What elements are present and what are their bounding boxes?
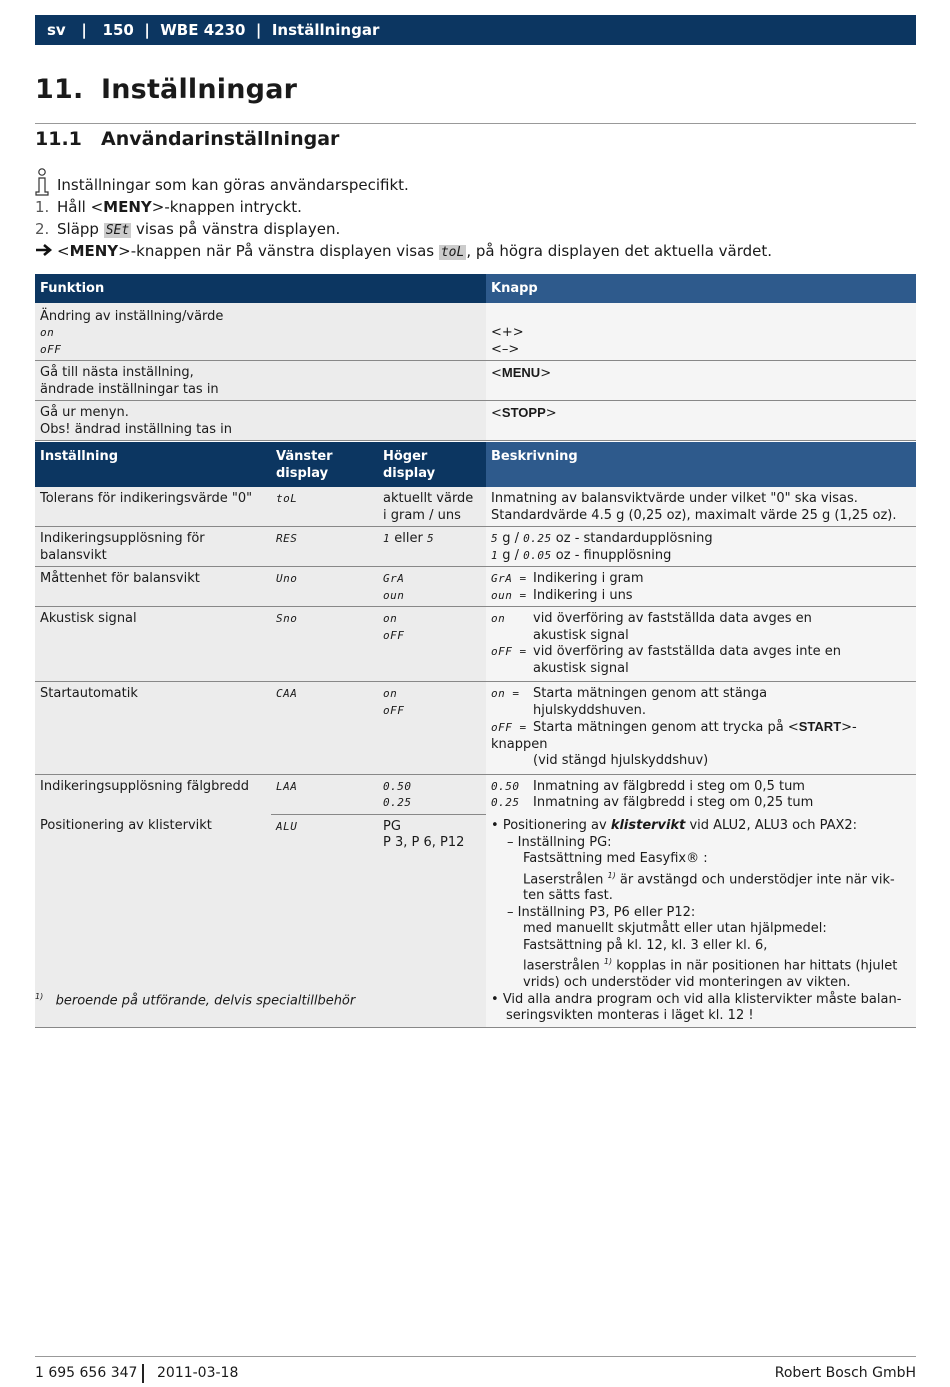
- key-start: START: [798, 719, 842, 734]
- value-text: i gram / uns: [383, 507, 461, 523]
- table-row: [35, 774, 916, 814]
- display-code: Sno: [276, 612, 298, 625]
- desc-text: vrids) och understöder vid monteringen av vikten.: [523, 975, 851, 991]
- step-3-text-c: , på högra displayen det aktuella värdet.: [466, 242, 773, 260]
- setting-name: Måttenhet för balansvikt: [35, 567, 271, 607]
- value-text: aktuellt värde: [383, 491, 474, 506]
- key-bracket: <: [491, 366, 502, 381]
- step-2: [35, 220, 340, 238]
- display-code: oFF: [383, 628, 405, 642]
- desc-text: Fastsättning med Easyfix® :: [523, 851, 708, 866]
- chapter-title-text: Inställningar: [101, 74, 298, 105]
- display-code: 0.25: [383, 796, 412, 809]
- step-1-number: 1.: [35, 198, 50, 216]
- arrow-right-icon: [35, 242, 57, 260]
- display-code: 5: [426, 532, 435, 545]
- display-code: oun: [383, 588, 405, 602]
- desc-text: Inmatning av fälgbredd i steg om 0,25 tum: [533, 795, 814, 810]
- value-text: eller: [390, 531, 427, 546]
- step-1-text-b: >-knappen intryckt.: [151, 198, 302, 216]
- step-1-text-a: Håll <: [57, 198, 104, 216]
- row-text: Obs! ändrad inställning tas in: [40, 421, 232, 437]
- key-bracket: <: [491, 406, 502, 421]
- chapter-number: 11.: [35, 74, 84, 105]
- step-3-text-a: <: [57, 242, 70, 260]
- display-code: oFF: [383, 703, 405, 717]
- footnote-mark: 1): [35, 992, 44, 1001]
- desc-text: [491, 954, 911, 975]
- step-3-display-code: toL: [440, 245, 465, 260]
- desc-text: vid ALU2, ALU3 och PAX2:: [685, 818, 858, 833]
- footnote: [35, 992, 355, 1008]
- display-code: on =: [491, 687, 520, 700]
- desc-text: med manuellt skjutmått eller utan hjälpmedel:: [523, 921, 827, 937]
- display-code: 5: [491, 532, 499, 545]
- step-1-key: MENY: [103, 198, 152, 216]
- table-row: [35, 487, 916, 527]
- key-bracket: >: [540, 366, 552, 381]
- key-menu: MENU: [501, 365, 541, 380]
- col-beskrivning: Beskrivning: [486, 442, 916, 487]
- desc-text: ten sätts fast.: [523, 888, 613, 904]
- table-row: [35, 361, 916, 401]
- display-code: oun =: [491, 588, 527, 602]
- setting-name: Indikeringsupplösning för: [40, 531, 205, 546]
- col-installning: Inställning: [35, 442, 271, 487]
- desc-text: Laserstrålen: [523, 871, 608, 887]
- footer-date: 2011-03-18: [157, 1365, 239, 1381]
- section-title: [35, 128, 339, 150]
- col-text: Vänster: [276, 449, 333, 464]
- display-code: oFF =: [491, 645, 527, 658]
- table-row: [35, 527, 916, 567]
- footnote-ref: 1): [607, 870, 616, 880]
- display-code: GrA: [383, 572, 405, 585]
- section-title-text: Användarinställningar: [101, 128, 340, 150]
- step-2-text-a: Släpp: [57, 220, 104, 238]
- desc-text: Starta mätningen genom att trycka på <: [533, 720, 799, 735]
- desc-text: Vid alla andra program och vid alla klistervikter måste balan-: [502, 991, 902, 1007]
- display-code: CAA: [276, 687, 298, 700]
- step-3: [35, 242, 772, 260]
- col-hoger-display: Höger display: [378, 442, 486, 487]
- desc-text: [491, 868, 911, 889]
- desc-text: vid överföring av fastställda data avges en: [533, 611, 812, 626]
- row-text: ändrade inställningar tas in: [40, 381, 219, 397]
- display-code: ALU: [276, 819, 298, 833]
- display-code: 0.50: [491, 779, 520, 793]
- step-2-display-code: SEt: [105, 223, 130, 238]
- header-sep-1: |: [81, 21, 87, 39]
- step-3-text-b: >-knappen när På vänstra displayen visas: [118, 242, 439, 260]
- footer-rule: [35, 1356, 916, 1357]
- info-text: Inställningar som kan göras användarspecifikt.: [57, 176, 409, 194]
- display-code: on: [40, 326, 55, 339]
- desc-text: kopplas in när positionen har hittats (hjulet: [612, 958, 898, 974]
- display-code: 0.25: [491, 796, 520, 809]
- desc-text: Starta mätningen genom att stänga: [533, 686, 768, 701]
- desc-text: Inmatning av balansviktvärde under vilket "0" ska visas.: [491, 491, 858, 506]
- value-text: P 3, P 6, P12: [383, 835, 465, 850]
- info-icon: [35, 168, 57, 196]
- desc-text: g /: [498, 547, 524, 563]
- desc-text: laserstrålen: [523, 958, 604, 974]
- setting-name: Akustisk signal: [35, 607, 271, 682]
- footer-separator: [142, 1364, 144, 1383]
- footer-doc-number: 1 695 656 347: [35, 1365, 138, 1381]
- setting-name: balansvikt: [40, 547, 107, 563]
- table-row: [35, 682, 916, 775]
- col-knapp: Knapp: [486, 274, 916, 303]
- desc-text: Positionering av: [502, 818, 611, 833]
- footnote-text: beroende på utförande, delvis specialtillbehör: [55, 993, 356, 1009]
- header-page: 150: [102, 21, 134, 39]
- step-2-number: 2.: [35, 220, 50, 238]
- display-code: 1: [491, 548, 499, 562]
- bullet-item: • Vid alla andra program och vid alla klistervikter måste balan-: [491, 991, 902, 1007]
- function-table: [35, 274, 916, 441]
- setting-name: Indikeringsupplösning fälgbredd: [35, 774, 271, 814]
- display-code: on: [383, 612, 398, 625]
- desc-text: Fastsättning på kl. 12, kl. 3 eller kl. 6,: [523, 937, 768, 953]
- header-sep-2: |: [144, 21, 150, 39]
- header-sep-3: |: [255, 21, 262, 39]
- step-1: [35, 198, 302, 216]
- chapter-title: [35, 74, 297, 105]
- sub-item: – Inställning P3, P6 eller P12:: [507, 904, 696, 920]
- value-text: PG: [383, 818, 401, 834]
- settings-table-header: [35, 442, 916, 487]
- desc-text: Indikering i uns: [533, 587, 633, 603]
- info-line: [35, 168, 409, 196]
- table-row: [35, 303, 916, 361]
- desc-text: seringsvikten monteras i läget kl. 12 !: [506, 1008, 754, 1024]
- col-text: display: [276, 465, 329, 481]
- desc-text: är avstängd och understödjer inte när vik-: [615, 871, 895, 887]
- desc-text: hjulskyddshuven.: [533, 702, 647, 718]
- display-code: on: [491, 612, 506, 625]
- desc-text: oz - standardupplösning: [551, 531, 713, 546]
- display-code: Uno: [276, 572, 298, 585]
- header-lang: sv: [47, 21, 66, 39]
- desc-text: vid överföring av fastställda data avges inte en: [533, 644, 841, 659]
- key-minus: <–>: [491, 341, 520, 357]
- page-header-bar: [35, 15, 916, 45]
- row-text: Gå ur menyn.: [40, 405, 129, 420]
- section-number: 11.1: [35, 128, 82, 150]
- row-text: Ändring av inställning/värde: [40, 308, 224, 324]
- display-code: LAA: [276, 779, 298, 793]
- display-code: 0.50: [383, 779, 412, 793]
- desc-text: >-knappen: [491, 720, 857, 752]
- desc-text: akustisk signal: [533, 627, 629, 643]
- display-code: RES: [276, 532, 298, 545]
- display-code: 1: [383, 532, 391, 545]
- key-plus: <+>: [491, 325, 524, 340]
- setting-name: Startautomatik: [35, 682, 271, 775]
- header-model: WBE 4230: [160, 21, 246, 39]
- table-row: [35, 607, 916, 682]
- desc-text: oz - finupplösning: [551, 547, 672, 563]
- sub-item: – Inställning PG:: [507, 834, 612, 850]
- setting-name: Positionering av klistervikt: [35, 814, 271, 1027]
- display-code: oFF =: [491, 721, 527, 734]
- settings-table: [35, 442, 916, 1028]
- function-table-header: [35, 274, 916, 303]
- row-text: Gå till nästa inställning,: [40, 365, 194, 380]
- display-code: on: [383, 687, 398, 700]
- footer-company: Robert Bosch GmbH: [774, 1365, 916, 1381]
- emphasis-text: klistervikt: [610, 818, 686, 833]
- footnote-ref: 1): [603, 957, 613, 967]
- table-row: [35, 567, 916, 607]
- display-code: oFF: [40, 342, 62, 356]
- step-2-text-b: visas på vänstra displayen.: [131, 220, 341, 238]
- desc-text: g /: [498, 531, 524, 546]
- header-section: Inställningar: [271, 21, 380, 39]
- bullet-item: • Positionering av klistervikt vid ALU2, ALU3 och PAX2:: [491, 818, 858, 833]
- step-3-key: MENY: [69, 242, 119, 260]
- desc-text: Inmatning av fälgbredd i steg om 0,5 tum: [533, 778, 805, 794]
- desc-text: Standardvärde 4.5 g (0,25 oz), maximalt värde 25 g (1,25 oz).: [491, 507, 897, 523]
- key-bracket: >: [545, 406, 557, 421]
- display-code: GrA =: [491, 572, 527, 585]
- col-vanster-display: [271, 442, 378, 487]
- desc-text: (vid stängd hjulskyddshuv): [533, 753, 709, 768]
- table-row: [35, 401, 916, 441]
- desc-text: Indikering i gram: [533, 571, 644, 586]
- display-code: 0.25: [523, 532, 552, 545]
- display-code: 0.05: [523, 548, 552, 562]
- desc-text: akustisk signal: [533, 660, 629, 676]
- title-rule: [35, 123, 916, 124]
- display-code: toL: [276, 492, 298, 505]
- key-stopp: STOPP: [501, 405, 546, 420]
- col-funktion: Funktion: [35, 274, 486, 303]
- setting-name: Tolerans för indikeringsvärde "0": [35, 487, 271, 527]
